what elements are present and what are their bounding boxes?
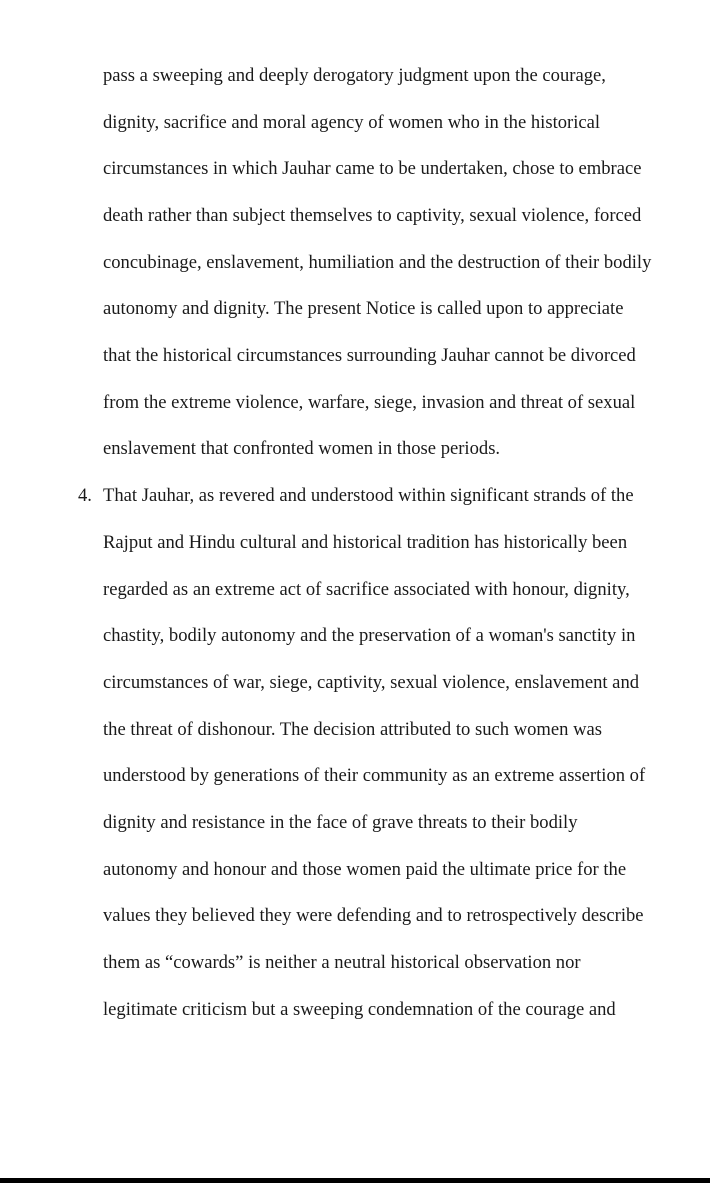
text-line: autonomy and dignity. The present Notice is called upon to appreciate [103,298,624,319]
text-line: circumstances in which Jauhar came to be undertaken, chose to embrace [103,158,642,179]
text-line: autonomy and honour and those women paid the ultimate price for the [103,859,627,880]
text-line: from the extreme violence, warfare, siege, invasion and threat of sexual [103,392,636,413]
text-line: enslavement that confronted women in those periods. [103,438,501,459]
text-line: regarded as an extreme act of sacrifice associated with honour, dignity, [103,579,630,600]
text-line: concubinage, enslavement, humiliation and the destruction of their bodily [103,252,652,273]
page-bottom-divider [0,1178,710,1183]
text-line: chastity, bodily autonomy and the preservation of a woman's sanctity in [103,625,636,646]
text-line: values they believed they were defending and to retrospectively describe [103,905,644,926]
text-line: dignity, sacrifice and moral agency of women who in the historical [103,112,601,133]
text-line: pass a sweeping and deeply derogatory judgment upon the courage, [103,65,606,86]
text-line: death rather than subject themselves to captivity, sexual violence, forced [103,205,642,226]
text-line: that the historical circumstances surrounding Jauhar cannot be divorced [103,345,636,366]
paragraph-number: 4. [78,485,92,506]
text-line: the threat of dishonour. The decision attributed to such women was [103,719,602,740]
text-line: Rajput and Hindu cultural and historical tradition has historically been [103,532,628,553]
text-line: legitimate criticism but a sweeping condemnation of the courage and [103,999,616,1020]
text-line: dignity and resistance in the face of grave threats to their bodily [103,812,578,833]
text-line: understood by generations of their community as an extreme assertion of [103,765,646,786]
text-line: circumstances of war, siege, captivity, sexual violence, enslavement and [103,672,640,693]
text-line: That Jauhar, as revered and understood within significant strands of the [103,485,634,506]
text-line: them as “cowards” is neither a neutral historical observation nor [103,952,581,973]
